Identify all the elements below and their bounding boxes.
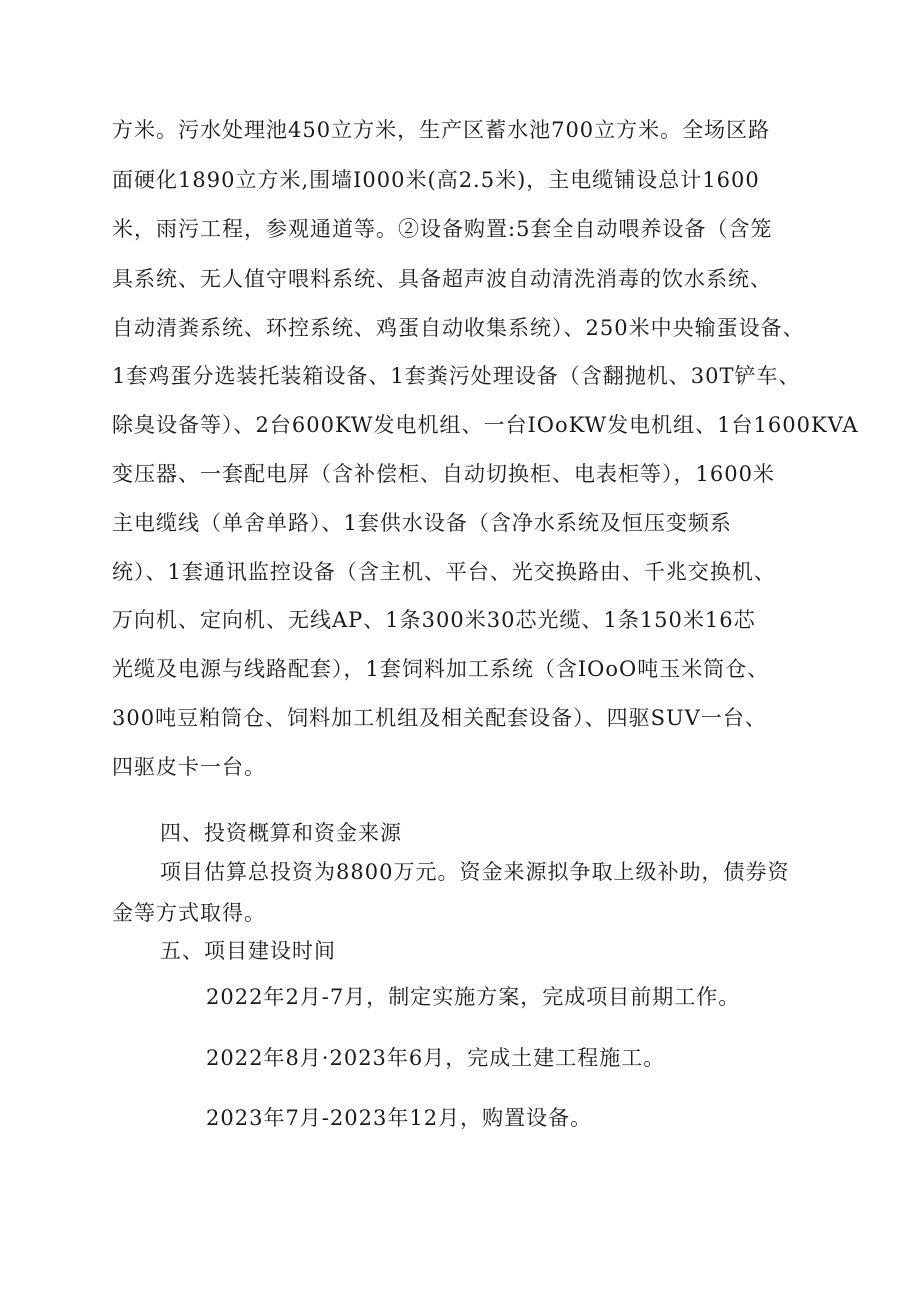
text-line: 1套鸡蛋分选装托装箱设备、1套粪污处理设备（含翻抛机、30T铲车、 <box>112 364 801 388</box>
text-line: 统）、1套通讯监控设备（含主机、平台、光交换路由、千兆交换机、 <box>112 560 776 584</box>
text-line: 除臭设备等）、2台600KW发电机组、一台IOoKW发电机组、1台1600KVA <box>112 413 859 437</box>
text-line: 方米。污水处理池450立方米，生产区蓄水池700立方米。全场区路 <box>112 118 771 142</box>
text-line: 光缆及电源与线路配套），1套饲料加工系统（含IOoO吨玉米筒仓、 <box>112 657 770 681</box>
text-line: 四驱皮卡一台。 <box>112 755 266 779</box>
schedule-item: 2022年2月-7月，制定实施方案，完成项目前期工作。 <box>206 985 741 1009</box>
text-line: 自动清粪系统、环控系统、鸡蛋自动收集系统）、250米中央输蛋设备、 <box>112 316 805 340</box>
schedule-item: 2022年8月·2023年6月，完成土建工程施工。 <box>206 1046 666 1070</box>
text-line: 变压器、一套配电屏（含补偿柜、自动切换柜、电表柜等），1600米 <box>112 462 775 486</box>
text-line: 米，雨污工程，参观通道等。②设备购置:5套全自动喂养设备（含笼 <box>112 217 773 241</box>
text-line: 项目估算总投资为8800万元。资金来源拟争取上级补助，债券资 <box>160 860 790 884</box>
text-line: 主电缆线（单舍单路）、1套供水设备（含净水系统及恒压变频系 <box>112 511 732 535</box>
text-line: 300吨豆粕筒仓、饲料加工机组及相关配套设备）、四驱SUV一台、 <box>112 706 767 730</box>
section-heading: 四、投资概算和资金来源 <box>160 821 402 845</box>
text-line: 万向机、定向机、无线AP、1条300米30芯光缆、1条150米16芯 <box>112 608 756 632</box>
section-heading: 五、项目建设时间 <box>160 939 336 963</box>
text-line: 具系统、无人值守喂料系统、具备超声波自动清洗消毒的饮水系统、 <box>112 267 772 291</box>
text-line: 金等方式取得。 <box>112 901 266 925</box>
text-line: 面硬化1890立方米,围墙I000米(高2.5米)，主电缆铺设总计1600 <box>112 168 760 192</box>
schedule-item: 2023年7月-2023年12月，购置设备。 <box>206 1106 593 1130</box>
